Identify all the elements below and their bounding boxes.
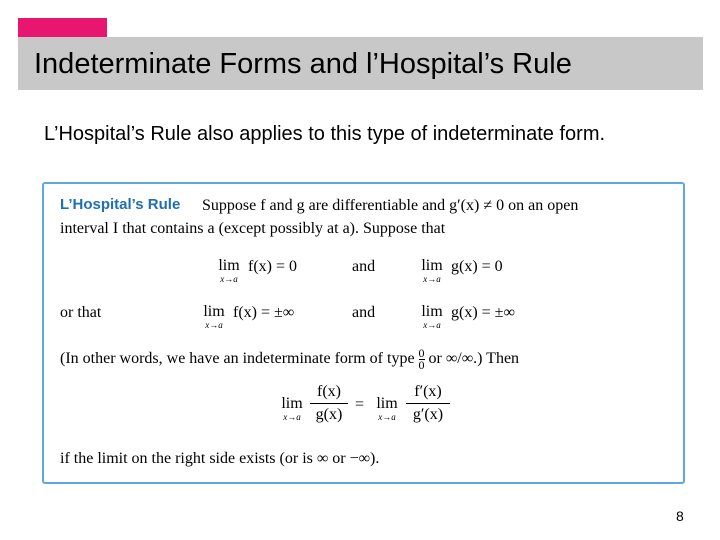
ratio-fraction	[310, 382, 348, 425]
and-word: and	[352, 304, 376, 321]
or-that: or that	[60, 304, 102, 321]
lim-subscript: x→a	[283, 412, 301, 422]
derivative-ratio-fraction	[406, 382, 450, 425]
slide-title: Indeterminate Forms and l’Hospital’s Rule	[34, 48, 572, 80]
lim-subscript: x→a	[205, 320, 223, 330]
cond2-right-expr: g(x) = ±∞	[451, 304, 515, 321]
fraction-denominator: g′(x)	[412, 406, 444, 423]
limit-operator	[214, 258, 244, 284]
lim-word: lim	[203, 303, 225, 320]
fraction-numerator: f′(x)	[414, 383, 442, 400]
lim-word: lim	[218, 257, 240, 274]
theorem-box	[42, 182, 685, 484]
frac-numerator: 0	[418, 346, 425, 360]
theorem-last-line: if the limit on the right side exists (or is ∞ or −∞).	[60, 450, 380, 467]
lim-word: lim	[421, 303, 443, 320]
cond2-left-expr: f(x) = ±∞	[233, 304, 295, 321]
lim-subscript: x→a	[423, 320, 441, 330]
lim-subscript: x→a	[423, 274, 441, 284]
limit-operator	[372, 396, 402, 422]
theorem-line-1: Suppose f and g are differentiable and g′(x) ≠ 0 on an open	[202, 197, 579, 214]
fraction-numerator: f(x)	[317, 383, 341, 400]
intro-text: L’Hospital’s Rule also applies to this type of indeterminate form.	[44, 123, 606, 145]
cond1-left-expr: f(x) = 0	[248, 258, 298, 275]
limit-operator	[199, 304, 229, 330]
limit-operator	[417, 258, 447, 284]
theorem-name: L’Hospital’s Rule	[60, 196, 181, 213]
zero-over-zero	[419, 348, 425, 371]
fraction-denominator: g(x)	[315, 406, 343, 423]
other-words-after: or ∞/∞.) Then	[428, 350, 520, 368]
theorem-line-2: interval I that contains a (except possibly at a). Suppose that	[60, 220, 446, 237]
indeterminate-form-line	[60, 348, 519, 371]
limit-operator	[417, 304, 447, 330]
other-words-before: (In other words, we have an indeterminate form of type	[60, 350, 415, 368]
lim-subscript: x→a	[220, 274, 238, 284]
limit-operator	[277, 396, 307, 422]
lim-word: lim	[376, 395, 398, 412]
lim-subscript: x→a	[378, 412, 396, 422]
lim-word: lim	[421, 257, 443, 274]
lim-word: lim	[281, 395, 303, 412]
and-word: and	[352, 258, 376, 275]
equals-sign: =	[355, 396, 365, 413]
page-number: 8	[676, 508, 684, 524]
cond1-right-expr: g(x) = 0	[451, 258, 503, 275]
frac-denominator: 0	[418, 358, 425, 372]
